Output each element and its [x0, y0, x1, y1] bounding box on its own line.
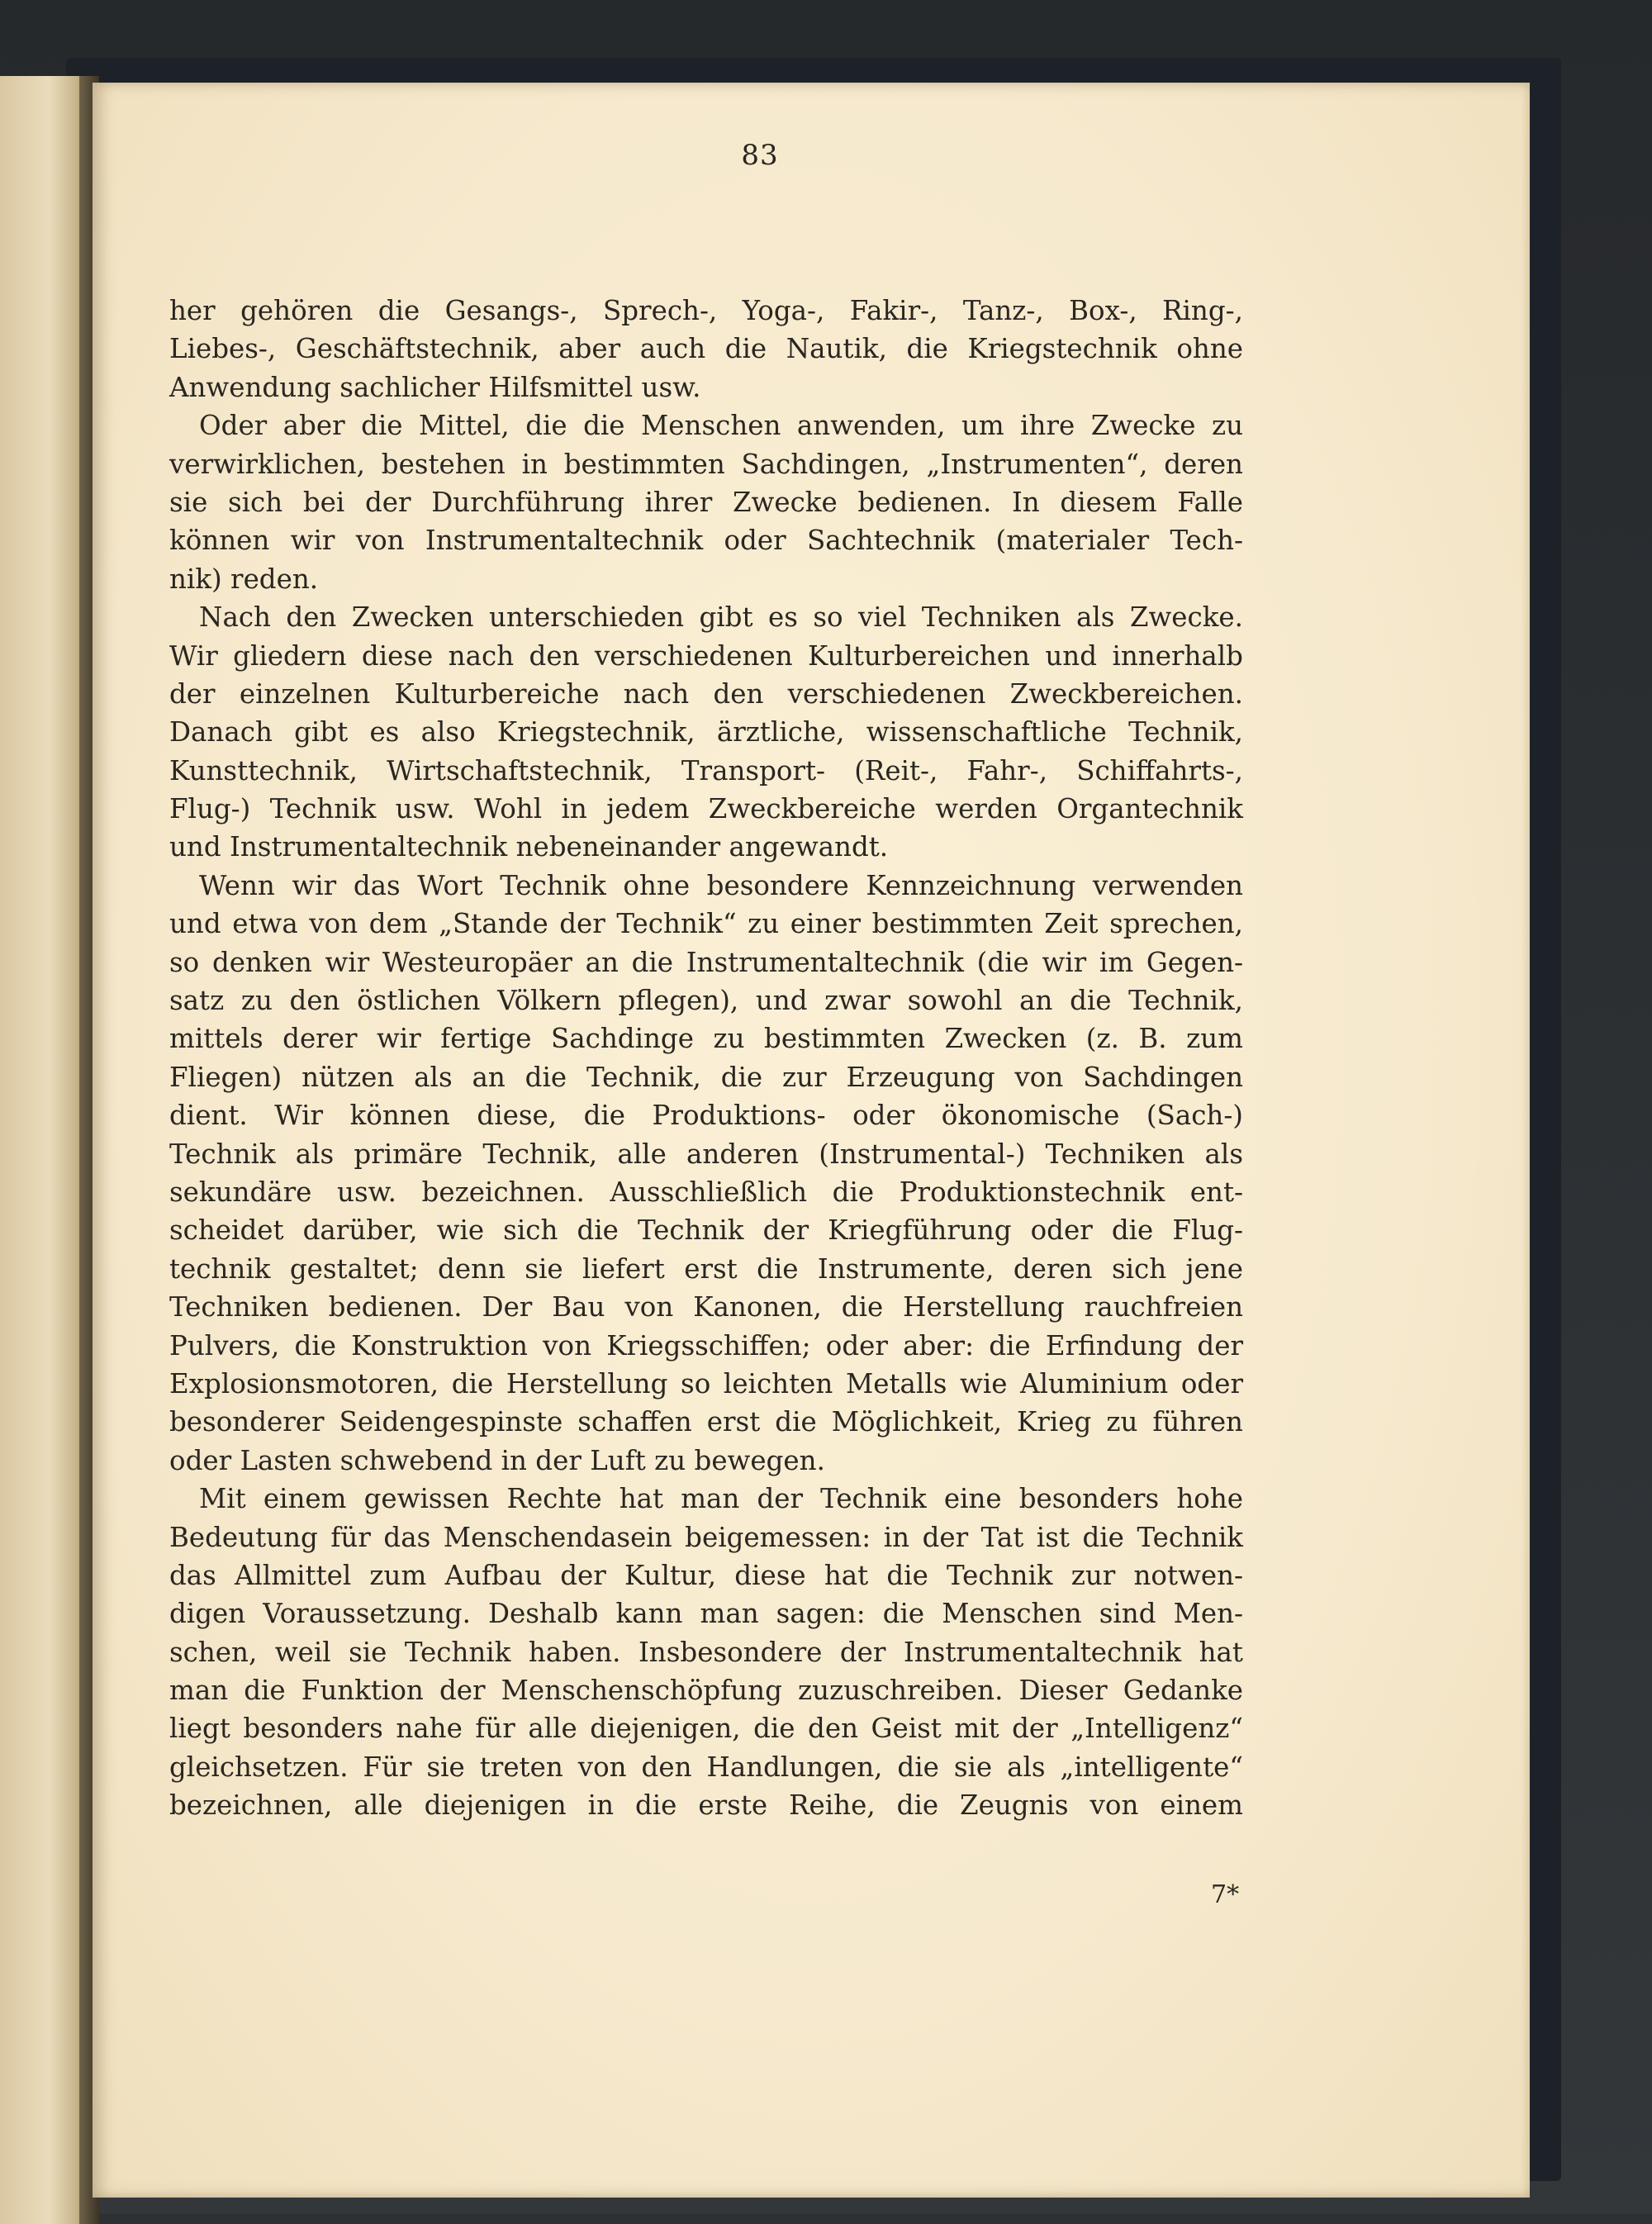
text-line: dient. Wir können diese, die Produktions- oder ökonomische (Sach-) — [169, 1100, 1243, 1132]
text-line: digen Voraussetzung. Deshalb kann man sagen: die Menschen sind Men- — [169, 1598, 1243, 1630]
text-line: scheidet darüber, wie sich die Technik der Kriegführung oder die Flug- — [169, 1214, 1243, 1247]
text-line: Kunsttechnik, Wirtschaftstechnik, Transport- (Reit-, Fahr-, Schiffahrts-, — [169, 754, 1243, 786]
text-line: oder Lasten schwebend in der Luft zu bewegen. — [169, 1444, 825, 1476]
printer-signature-mark: 7* — [1211, 1880, 1240, 1909]
text-line: sie sich bei der Durchführung ihrer Zwecke bedienen. In diesem Falle — [169, 486, 1243, 518]
text-line: her gehören die Gesangs-, Sprech-, Yoga-, Fakir-, Tanz-, Box-, Ring-, — [169, 295, 1243, 326]
text-line: Nach den Zwecken unterschieden gibt es so viel Techniken als Zwecke. — [199, 601, 1243, 634]
text-line: technik gestaltet; denn sie liefert erst die Instrumente, deren sich jene — [169, 1252, 1243, 1285]
facing-page-edge — [0, 76, 89, 2224]
paragraph — [169, 292, 1243, 406]
paragraph — [169, 598, 1243, 867]
text-line: satz zu den östlichen Völkern pflegen), und zwar sowohl an die Technik, — [169, 985, 1243, 1017]
text-line: Flug-) Technik usw. Wohl in jedem Zweckbereiche werden Organtechnik — [169, 793, 1243, 825]
paragraph — [169, 1480, 1243, 1825]
page-number: 83 — [741, 139, 779, 172]
text-line: Mit einem gewissen Rechte hat man der Technik eine besonders hohe — [199, 1483, 1243, 1515]
text-line: Wenn wir das Wort Technik ohne besondere Kennzeichnung verwenden — [199, 869, 1243, 901]
text-line: Oder aber die Mittel, die die Menschen anwenden, um ihre Zwecke zu — [199, 410, 1243, 442]
text-line: das Allmittel zum Aufbau der Kultur, diese hat die Technik zur notwen- — [169, 1559, 1243, 1591]
text-line: nik) reden. — [169, 563, 319, 595]
text-line: bezeichnen, alle diejenigen in die erste Reihe, die Zeugnis von einem — [169, 1789, 1243, 1822]
text-line: Danach gibt es also Kriegstechnik, ärztliche, wissenschaftliche Technik, — [169, 716, 1243, 748]
page-text — [169, 292, 1243, 1825]
text-line: Technik als primäre Technik, alle anderen (Instrumental-) Techniken als — [169, 1138, 1243, 1170]
text-line: schen, weil sie Technik haben. Insbesondere der Instrumentaltechnik hat — [169, 1636, 1243, 1668]
text-line: können wir von Instrumentaltechnik oder Sachtechnik (materialer Tech- — [169, 525, 1243, 557]
text-line: und Instrumentaltechnik nebeneinander angewandt. — [169, 831, 889, 863]
text-line: Anwendung sachlicher Hilfsmittel usw. — [169, 371, 701, 403]
text-line: man die Funktion der Menschenschöpfung zuzuschreiben. Dieser Gedanke — [169, 1675, 1243, 1707]
paragraph — [169, 867, 1243, 1480]
text-line: gleichsetzen. Für sie treten von den Handlungen, die sie als „intelligente“ — [169, 1751, 1243, 1783]
text-line: Fliegen) nützen als an die Technik, die zur Erzeugung von Sachdingen — [169, 1061, 1243, 1093]
text-line: Explosionsmotoren, die Herstellung so leichten Metalls wie Aluminium oder — [169, 1367, 1243, 1400]
text-line: Liebes-, Geschäftstechnik, aber auch die Nautik, die Kriegstechnik ohne — [169, 333, 1243, 365]
text-line: Wir gliedern diese nach den verschiedenen Kulturbereichen und innerhalb — [169, 639, 1243, 672]
text-line: Techniken bedienen. Der Bau von Kanonen, die Herstellung rauchfreien — [169, 1291, 1243, 1323]
text-line: sekundäre usw. bezeichnen. Ausschließlich die Produktionstechnik ent- — [169, 1176, 1243, 1208]
text-line: liegt besonders nahe für alle diejenigen, die den Geist mit der „Intelligenz“ — [169, 1713, 1243, 1745]
paragraph — [169, 406, 1243, 598]
text-line: mittels derer wir fertige Sachdinge zu bestimmten Zwecken (z. B. zum — [169, 1023, 1243, 1055]
text-line: der einzelnen Kulturbereiche nach den verschiedenen Zweckbereichen. — [169, 677, 1243, 710]
text-line: besonderer Seidengespinste schaffen erst die Möglichkeit, Krieg zu führen — [169, 1406, 1243, 1438]
text-line: Bedeutung für das Menschendasein beigemessen: in der Tat ist die Technik — [169, 1521, 1243, 1553]
text-line: Pulvers, die Konstruktion von Kriegsschiffen; oder aber: die Erfindung der — [169, 1329, 1243, 1361]
text-line: verwirklichen, bestehen in bestimmten Sachdingen, „Instrumenten“, deren — [169, 448, 1243, 480]
text-line: und etwa von dem „Stande der Technik“ zu einer bestimmten Zeit sprechen, — [169, 908, 1243, 940]
text-line: so denken wir Westeuropäer an die Instrumentaltechnik (die wir im Gegen- — [169, 946, 1243, 978]
